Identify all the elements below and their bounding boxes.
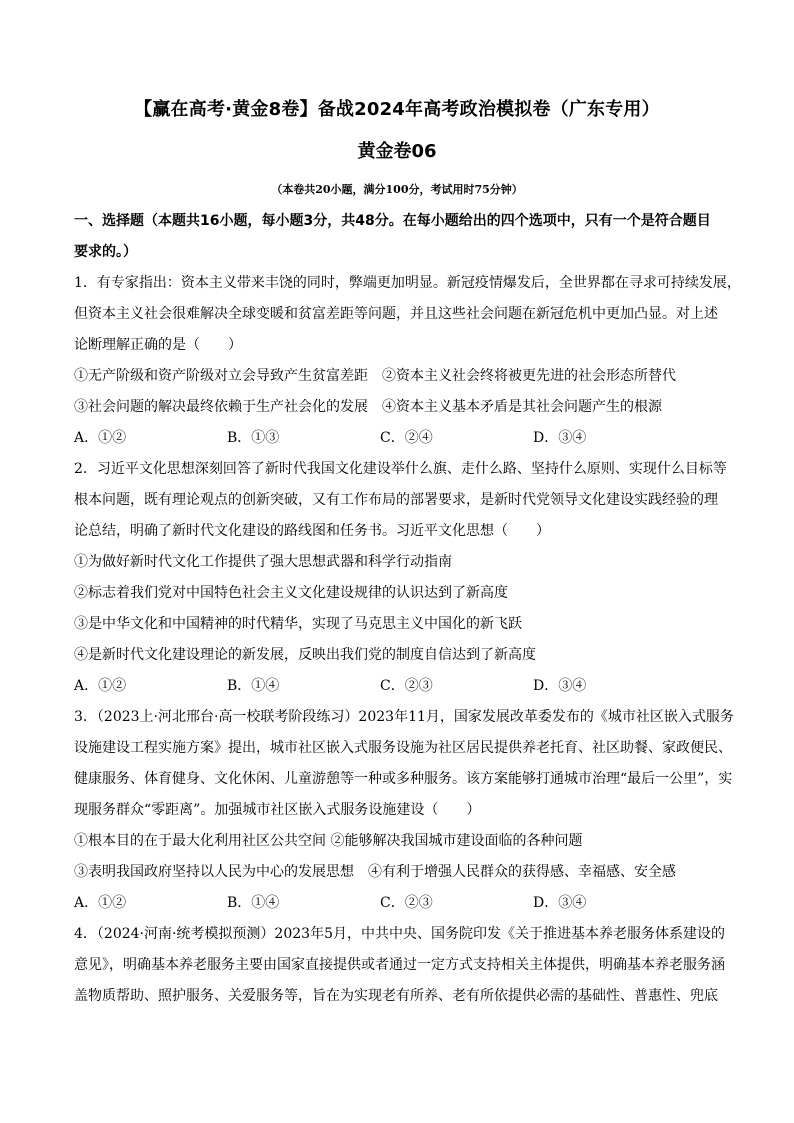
exam-note: （本卷共20小题，满分100分，考试用时75分钟） [271, 183, 523, 196]
question-1-line-3: 论断理解正确的是（ ） [74, 337, 242, 353]
section-heading-line-1: 一、选择题（本题共16小题，每小题3分，共48分。在每小题给出的四个选项中，只有一个是符合题目 [74, 213, 711, 229]
question-1-option-d: D．③④ [533, 430, 587, 446]
question-3-option-c: C．②③ [380, 895, 433, 911]
paper-subtitle: 黄金卷06 [357, 141, 437, 162]
page-title: 【赢在高考·黄金8卷】备战2024年高考政治模拟卷（广东专用） [134, 99, 660, 120]
question-3-option-a: A．①② [74, 895, 127, 911]
question-4-line-1: 4．（2024·河南·统考模拟预测）2023年5月，中共中央、国务院印发《关于推进基本养老服务体系建设的 [74, 926, 725, 942]
question-1-option-a: A．①② [74, 430, 127, 446]
section-heading-line-2: 要求的。） [74, 244, 137, 260]
question-3-line-2: 设施建设工程实施方案》提出，城市社区嵌入式服务设施为社区居民提供养老托育、社区助餐、家政便民、 [74, 740, 732, 756]
question-1-option-c: C．②④ [380, 430, 433, 446]
question-2-statement-4: ④是新时代文化建设理论的新发展，反映出我们党的制度自信达到了新高度 [74, 647, 536, 663]
question-3-line-1: 3．（2023上·河北邢台·高一校联考阶段练习）2023年11月，国家发展改革委发布的《城市社区嵌入式服务 [74, 709, 734, 725]
question-4-line-2: 意见》，明确基本养老服务主要由国家直接提供或者通过一定方式支持相关主体提供，明确基本养老服务涵 [74, 957, 725, 973]
question-1-line-2: 但资本主义社会很难解决全球变暖和贫富差距等问题，并且这些社会问题在新冠危机中更加凸显。对上述 [74, 306, 718, 322]
question-3-line-4: 现服务群众“零距离”。加强城市社区嵌入式服务设施建设（ ） [74, 802, 481, 818]
question-2-line-3: 论总结，明确了新时代文化建设的路线图和任务书。习近平文化思想（ ） [74, 523, 550, 539]
question-2-option-d: D．③④ [533, 678, 587, 694]
question-2-statement-3: ③是中华文化和中国精神的时代精华，实现了马克思主义中国化的新飞跃 [74, 616, 522, 632]
question-3-option-b: B．①④ [227, 895, 280, 911]
question-1-statement-line-1: ①无产阶级和资产阶级对立会导致产生贫富差距 ②资本主义社会终将被更先进的社会形态所替代 [74, 368, 676, 384]
question-2-option-a: A．①② [74, 678, 127, 694]
question-1-option-b: B．①③ [227, 430, 280, 446]
question-2-option-c: C．②③ [380, 678, 433, 694]
question-2-line-2: 根本问题，既有理论观点的创新突破，又有工作布局的部署要求，是新时代党领导文化建设实践经验的理 [74, 492, 718, 508]
question-3-statement-line-2: ③表明我国政府坚持以人民为中心的发展思想 ④有利于增强人民群众的获得感、幸福感、安全感 [74, 864, 676, 880]
question-2-line-1: 2．习近平文化思想深刻回答了新时代我国文化建设举什么旗、走什么路、坚持什么原则、实现什么目标等 [74, 461, 727, 477]
question-2-statement-1: ①为做好新时代文化工作提供了强大思想武器和科学行动指南 [74, 554, 452, 570]
question-4-line-3: 盖物质帮助、照护服务、关爱服务等，旨在为实现老有所养、老有所依提供必需的基础性、普惠性、兜底 [74, 988, 718, 1004]
question-1-statement-line-2: ③社会问题的解决最终依赖于生产社会化的发展 ④资本主义基本矛盾是其社会问题产生的根源 [74, 399, 662, 415]
question-2-option-b: B．①④ [227, 678, 280, 694]
question-1-line-1: 1．有专家指出：资本主义带来丰饶的同时，弊端更加明显。新冠疫情爆发后，全世界都在寻求可持续发展， [74, 275, 741, 291]
question-3-option-d: D．③④ [533, 895, 587, 911]
question-2-statement-2: ②标志着我们党对中国特色社会主义文化建设规律的认识达到了新高度 [74, 585, 508, 601]
question-3-statement-line-1: ①根本目的在于最大化利用社区公共空间 ②能够解决我国城市建设面临的各种问题 [74, 833, 583, 849]
question-3-line-3: 健康服务、体育健身、文化休闲、儿童游憩等一种或多种服务。该方案能够打通城市治理“最后一公里”，实 [74, 771, 733, 787]
